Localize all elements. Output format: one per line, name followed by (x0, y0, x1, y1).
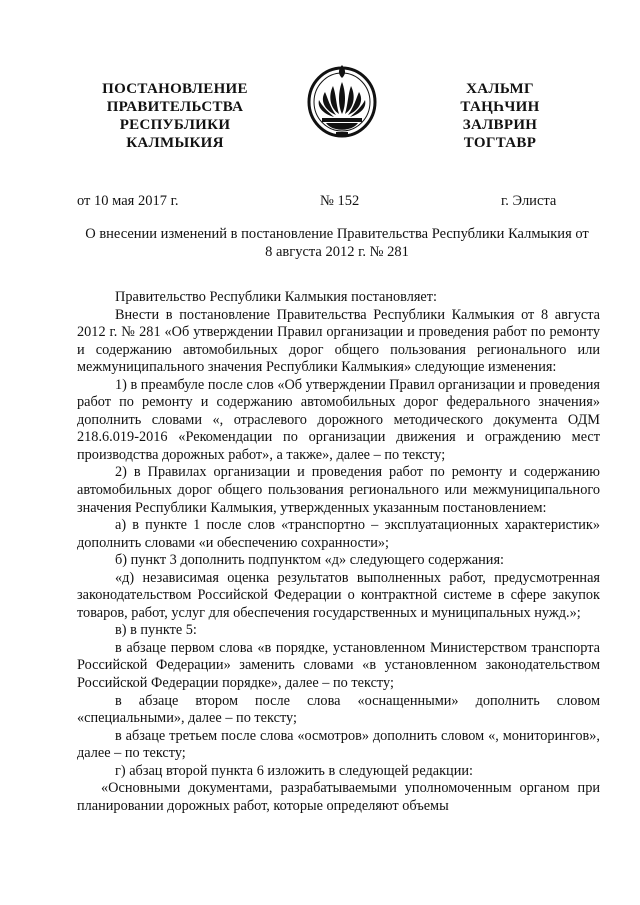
header-left-line: ПРАВИТЕЛЬСТВА (106, 99, 244, 115)
header-left-title (90, 80, 260, 152)
header-right-title (430, 80, 570, 152)
body-paragraph: г) абзац второй пункта 6 изложить в следующей редакции: (115, 762, 473, 779)
body-paragraph: Внести в постановление Правительства Республики Калмыкия от 8 августа 2012 г. № 281 «Об утверждении Правил организации и проведения работ по ремонту и содержанию автомобильных дорог общего пользования регионального или межмуниципального значения Республики Калмыкия» следующие изменения: (77, 306, 600, 376)
document-city: г. Элиста (501, 193, 557, 209)
document-title (72, 225, 602, 261)
header-left-line: ПОСТАНОВЛЕНИЕ (102, 81, 248, 97)
header-right-line: ЗАЛВРИН (462, 117, 538, 133)
header-right-line: ТОГТАВР (463, 135, 537, 151)
body-paragraph: Правительство Республики Калмыкия постановляет: (115, 289, 437, 305)
kalmykia-coat-of-arms-icon (306, 62, 378, 140)
document-date: от 10 мая 2017 г. (77, 193, 179, 209)
body-paragraph: «д) независимая оценка результатов выполненных работ, предусмотренная законодательством Российской Федерации о контрактной системе в сфере закупок товаров, работ, услуг для обеспечения государственных и муниципальных нужд.»; (77, 569, 600, 621)
document-body (77, 289, 600, 815)
document-number: № 152 (320, 193, 360, 209)
body-paragraph: б) пункт 3 дополнить подпунктом «д» следующего содержания: (115, 552, 504, 569)
body-paragraph: 1) в преамбуле после слов «Об утверждении Правил организации и проведения работ по ремонту и содержанию автомобильных дорог федерального значения» дополнить словами «, отраслевого дорожного методического документа ОДМ 218.6.019-2016 «Рекомендации по организации движения и ограждению мест производства дорожных работ», а также», далее – по тексту; (77, 376, 600, 463)
document-title-line: 8 августа 2012 г. № 281 (265, 244, 409, 260)
header-left-line: КАЛМЫКИЯ (126, 135, 224, 151)
body-paragraph: в абзаце втором после слова «оснащенными» дополнить словом «специальными», далее – по тексту; (77, 692, 600, 727)
body-paragraph: в абзаце третьем после слова «осмотров» дополнить словом «, мониторингов», далее – по тексту; (77, 727, 600, 762)
header-left-line: РЕСПУБЛИКИ (119, 117, 231, 133)
document-title-line: О внесении изменений в постановление Правительства Республики Калмыкия от (85, 226, 589, 242)
body-paragraph: а) в пункте 1 после слов «транспортно – эксплуатационных характеристик» дополнить словами «и обеспечению сохранности»; (77, 517, 600, 551)
body-paragraph: в абзаце первом слова «в порядке, установленном Министерством транспорта Российской Федерации» заменить словами «в установленном законодательством Российской Федерации порядке», далее – по тексту; (77, 639, 600, 692)
header-right-line: ТАҢҺЧИН (460, 99, 540, 115)
body-paragraph: в) в пункте 5: (115, 622, 197, 639)
body-paragraph: «Основными документами, разрабатываемыми уполномоченным органом при планировании дорожных работ, которые определяют объемы (77, 780, 600, 814)
header-right-line: ХАЛЬМГ (466, 81, 534, 97)
body-paragraph: 2) в Правилах организации и проведения работ по ремонту и содержанию автомобильных дорог общего пользования регионального или межмуниципального значения Республики Калмыкия, утвержденных указанным постановлением: (77, 464, 600, 516)
